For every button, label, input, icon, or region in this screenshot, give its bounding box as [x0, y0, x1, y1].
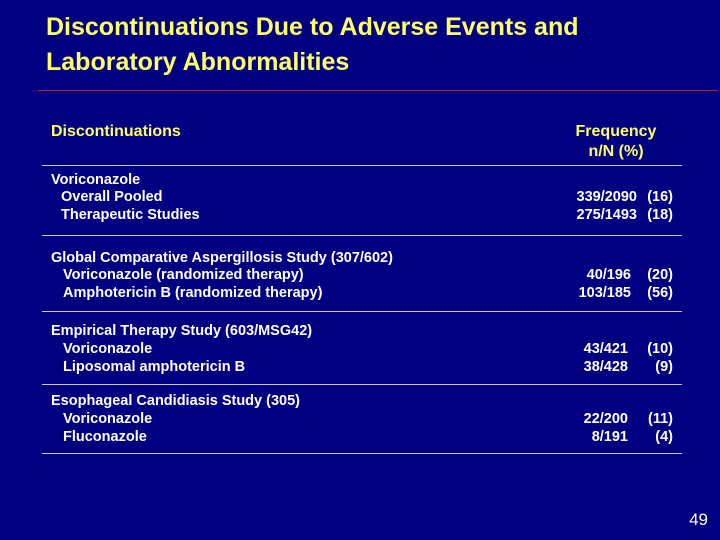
row-label: Fluconazole — [63, 429, 147, 445]
row-label: Liposomal amphotericin B — [63, 359, 246, 375]
row-nn: 43/421 — [583, 341, 628, 357]
title-line-2: Laboratory Abnormalities — [46, 48, 350, 76]
header-frequency: Frequency — [575, 123, 657, 140]
group-rule — [42, 384, 682, 385]
row-pct: (10) — [647, 341, 673, 357]
row-nn: 339/2090 — [576, 189, 637, 205]
row-nn: 40/196 — [586, 267, 631, 283]
row-pct: (18) — [647, 207, 673, 223]
row-label: Overall Pooled — [61, 189, 163, 205]
header-discontinuations: Discontinuations — [51, 123, 181, 140]
row-nn: 103/185 — [578, 285, 631, 301]
row-label: Amphotericin B (randomized therapy) — [63, 285, 323, 301]
row-pct: (9) — [655, 359, 673, 375]
header-rule — [42, 165, 682, 166]
row-nn: 22/200 — [583, 411, 628, 427]
group-rule — [42, 235, 682, 236]
row-pct: (4) — [655, 429, 673, 445]
row-pct: (11) — [648, 411, 673, 427]
row-label: Therapeutic Studies — [61, 207, 200, 223]
row-label: Voriconazole — [63, 411, 153, 427]
row-pct: (56) — [647, 285, 673, 301]
row-nn: 38/428 — [583, 359, 628, 375]
row-nn: 275/1493 — [576, 207, 637, 223]
group-title-empirical: Empirical Therapy Study (603/MSG42) — [51, 323, 313, 339]
group-title-aspergillosis: Global Comparative Aspergillosis Study (307/602) — [51, 250, 393, 266]
group-title-voriconazole: Voriconazole — [51, 172, 141, 188]
row-label: Voriconazole (randomized therapy) — [63, 267, 304, 283]
row-label: Voriconazole — [63, 341, 153, 357]
slide-title — [46, 10, 686, 80]
page-number: 49 — [689, 510, 708, 529]
group-title-esophageal: Esophageal Candidiasis Study (305) — [51, 393, 300, 409]
row-pct: (16) — [647, 189, 673, 205]
title-divider — [38, 90, 718, 91]
title-line-1: Discontinuations Due to Adverse Events and — [46, 13, 579, 41]
bottom-rule — [42, 453, 682, 454]
row-nn: 8/191 — [591, 429, 628, 445]
group-rule — [42, 311, 682, 312]
header-nn-pct: n/N (%) — [588, 143, 644, 160]
row-pct: (20) — [647, 267, 673, 283]
